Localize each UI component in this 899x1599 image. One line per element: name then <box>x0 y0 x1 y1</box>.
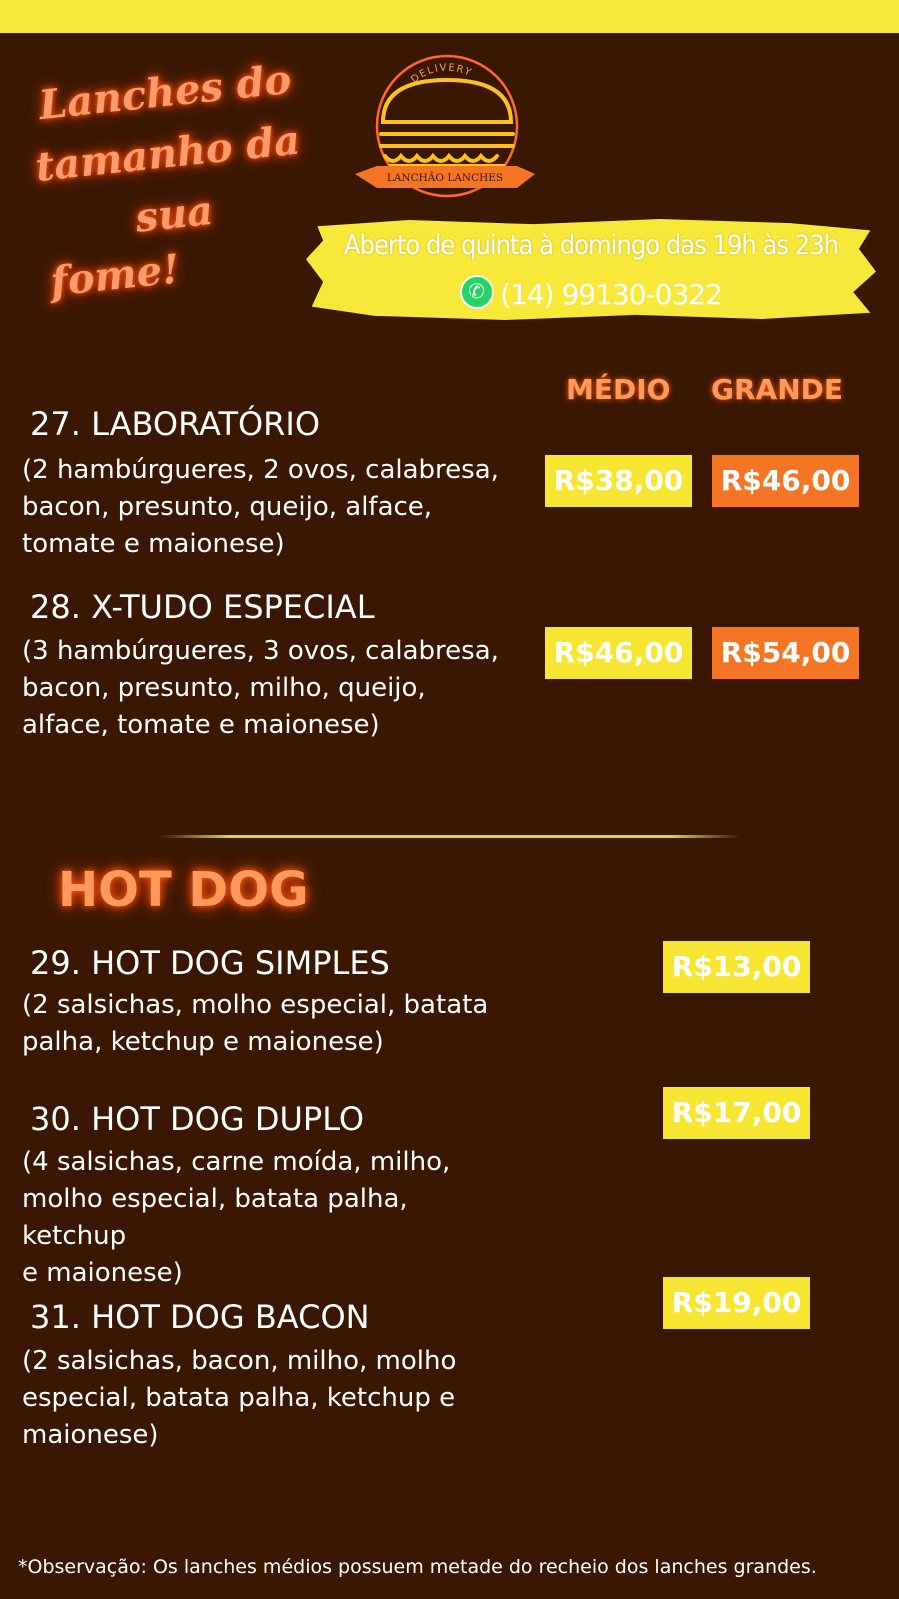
desc-line: (2 hambúrgueres, 2 ovos, calabresa, <box>22 455 499 485</box>
column-large: GRANDE <box>711 373 844 406</box>
section-divider <box>160 835 740 838</box>
logo-top-text: DELIVERY <box>409 62 474 86</box>
phone-number[interactable]: (14) 99130-0322 <box>500 278 722 311</box>
menu-item-description <box>22 1144 502 1292</box>
logo-ribbon-text: LANCHÃO LANCHES <box>386 172 504 184</box>
whatsapp-icon <box>460 275 494 309</box>
menu-item-description <box>22 452 502 563</box>
desc-line: palha, ketchup e maionese) <box>22 1027 384 1057</box>
column-medium: MÉDIO <box>566 373 671 406</box>
desc-line: bacon, presunto, queijo, alface, <box>22 492 433 522</box>
desc-line: (2 salsichas, bacon, milho, molho <box>22 1346 457 1376</box>
price: R$19,00 <box>663 1277 810 1329</box>
price-medium: R$38,00 <box>545 455 692 507</box>
desc-line: e maionese) <box>22 1258 183 1288</box>
desc-line: maionese) <box>22 1420 159 1450</box>
price-medium: R$46,00 <box>545 627 692 679</box>
menu-item-description <box>22 987 502 1061</box>
logo <box>355 50 535 210</box>
slogan-line-1: Lanches do <box>36 55 294 130</box>
burger-icon <box>381 80 513 176</box>
menu-item-description <box>22 633 502 744</box>
menu-item-title: 29. HOT DOG SIMPLES <box>30 944 390 982</box>
price: R$13,00 <box>663 941 810 993</box>
desc-line: bacon, presunto, milho, queijo, <box>22 673 426 703</box>
slogan-line-2: tamanho da sua <box>33 116 303 242</box>
desc-line: (3 hambúrgueres, 3 ovos, calabresa, <box>22 636 499 666</box>
footnote: *Observação: Os lanches médios possuem metade do recheio dos lanches grandes. <box>18 1556 817 1578</box>
desc-line: especial, batata palha, ketchup e <box>22 1383 456 1413</box>
slogan <box>10 55 340 306</box>
price-large: R$46,00 <box>712 455 859 507</box>
hotdog-section-title: HOT DOG <box>58 862 309 918</box>
desc-line: (2 salsichas, molho especial, batata <box>22 990 489 1020</box>
price-large: R$54,00 <box>712 627 859 679</box>
menu-item-title: 28. X-TUDO ESPECIAL <box>30 588 375 626</box>
phone-row[interactable] <box>306 275 876 313</box>
desc-line: molho especial, batata palha, ketchup <box>22 1184 408 1251</box>
slogan-line-3: fome! <box>48 245 182 306</box>
desc-line: tomate e maionese) <box>22 529 285 559</box>
top-yellow-bar <box>0 0 899 33</box>
menu-item-title: 31. HOT DOG BACON <box>30 1298 370 1336</box>
menu-item-title: 30. HOT DOG DUPLO <box>30 1100 365 1138</box>
price: R$17,00 <box>663 1087 810 1139</box>
menu-item-title: 27. LABORATÓRIO <box>30 405 321 443</box>
opening-hours: Aberto de quinta à domingo das 19h às 23h <box>343 230 839 261</box>
desc-line: alface, tomate e maionese) <box>22 710 380 740</box>
desc-line: (4 salsichas, carne moída, milho, <box>22 1147 451 1177</box>
menu-item-description <box>22 1343 502 1454</box>
